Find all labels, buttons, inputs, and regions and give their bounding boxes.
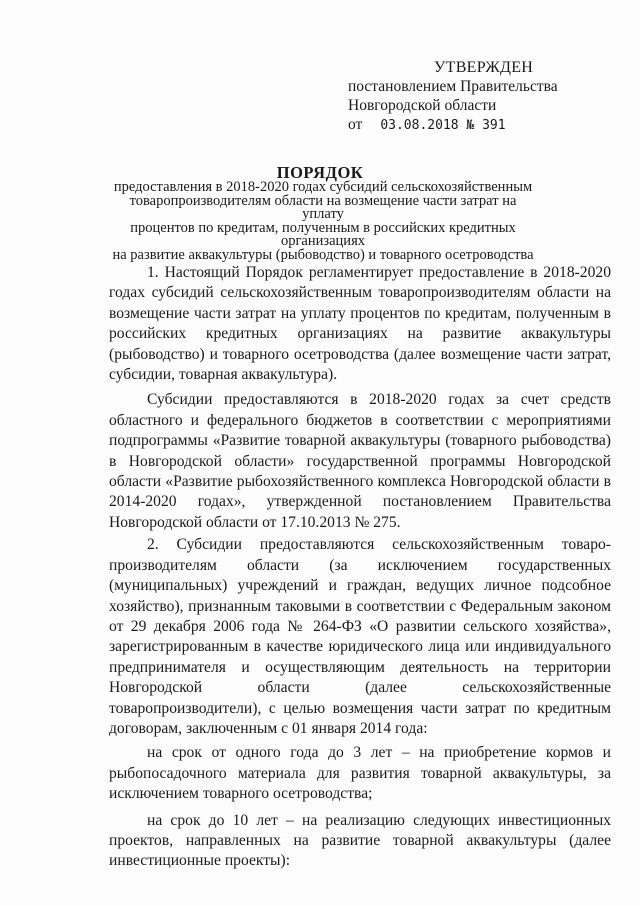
paragraph-2: Субсидии предоставляются в 2018-2020 годах за счет средств областного и федерального бюджетов в соответствии с мероприятиями подпрограммы «Развитие товарной аквакультуры (товарного рыбоводства) в Новгородской области» государственной программы Новгородской области «Развитие рыбохозяйственного комплекса Новгородской области в 2014-2020 годах», утвержденной постановлением Правительства Новгородской области от 17.10.2013 № 275. (109, 391, 611, 531)
approval-date-line (348, 115, 608, 135)
subtitle-line: процентов по кредитам, полученным в российских кредитных организациях (130, 219, 516, 249)
approval-block (348, 58, 608, 135)
document-body (109, 263, 611, 872)
approval-date-number: 03.08.2018 № 391 (380, 118, 506, 133)
approval-title: УТВЕРЖДЕН (434, 59, 534, 76)
paragraph-1: 1. Настоящий Порядок регламентирует предоставление в 2018-2020 годах субсидий сельскохозяйственным товаропроизводителям области на возмещение части затрат на уплату процентов по кредитам, полученным в российских кредитных организациях на развитие аквакультуры (рыбоводство) и товарного осетроводства (далее возмещение части затрат, субсидии, товарная аквакультура). (109, 264, 611, 384)
document-title: ПОРЯДОК (276, 163, 364, 182)
approval-from-label: от (348, 116, 363, 133)
document-subtitle (108, 181, 538, 262)
approval-line-2: Новгородской области (348, 97, 497, 114)
subtitle-line: предоставления в 2018-2020 годах субсидий сельскохозяйственным (113, 179, 533, 195)
paragraph-5: на срок до 10 лет – на реализацию следующих инвестиционных проектов, направленных на развитие товарной аквакультуры (далее инвестиционные проекты): (109, 811, 611, 870)
paragraph-4: на срок от одного года до 3 лет – на приобретение кормов и рыбопосадочного материала для развития товарной аквакультуры, за исключением товарного осетроводства; (109, 744, 611, 803)
approval-line-1: постановлением Правительства (348, 78, 558, 95)
paragraph-3: 2. Субсидии предоставляются сельскохозяйственным товаро-производителям области (за исключением государственных (муниципальных) учреждений и граждан, ведущих личное подсобное хозяйство), признанным таковыми в соответствии с Федеральным законом от 29 декабря 2006 года № 264-ФЗ «О развитии сельского хозяйства», зарегистрированным в качестве юридического лица или индивидуального предпринимателя и осуществляющим деятельность на территории Новгородской области (далее сельскохозяйственные товаропроизводители), с целью возмещения части затрат по кредитным договорам, заключенным с 01 января 2014 года: (109, 536, 611, 737)
subtitle-line: на развитие аквакультуры (рыбоводство) и товарного осетроводства (112, 246, 534, 263)
subtitle-line: товаропроизводителям области на возмещение части затрат на уплату (129, 192, 517, 222)
